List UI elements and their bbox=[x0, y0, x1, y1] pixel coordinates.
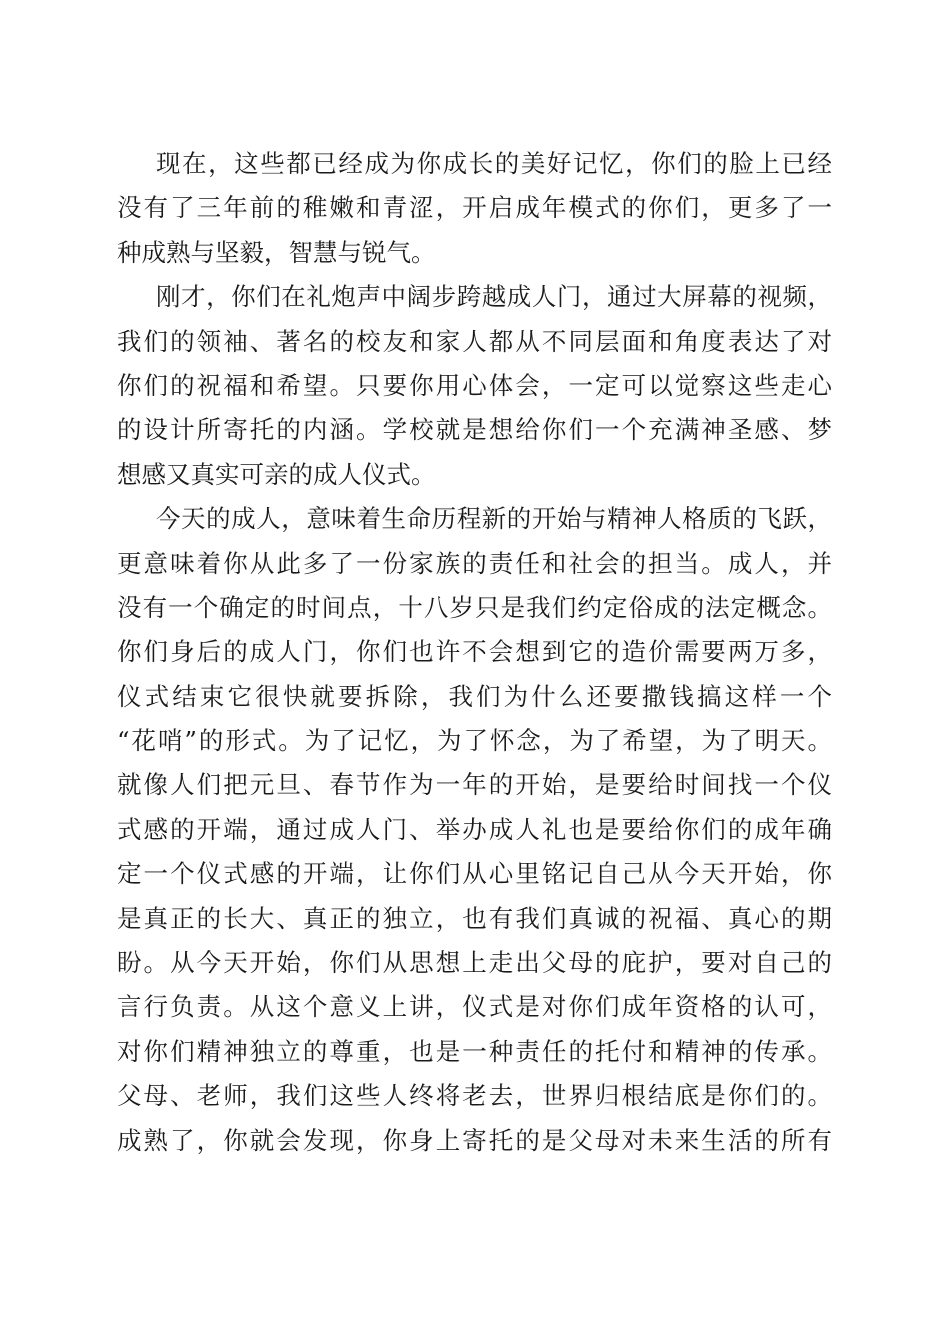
text-line: 更意味着你从此多了一份家族的责任和社会的担当。成人，并 bbox=[117, 548, 832, 578]
text-line: 仪式结束它很快就要拆除，我们为什么还要撒钱搞这样一个 bbox=[117, 681, 832, 711]
text-line: 种成熟与坚毅，智慧与锐气。 bbox=[117, 237, 436, 267]
text-line: 今天的成人，意味着生命历程新的开始与精神人格质的飞跃， bbox=[156, 504, 832, 534]
text-line: 父母、老师，我们这些人终将老去，世界归根结底是你们的。 bbox=[117, 1081, 832, 1111]
text-line: 对你们精神独立的尊重，也是一种责任的托付和精神的传承。 bbox=[117, 1036, 832, 1066]
text-line: 是真正的长大、真正的独立，也有我们真诚的祝福、真心的期 bbox=[117, 903, 832, 933]
text-line: 现在，这些都已经成为你成长的美好记忆，你们的脸上已经 bbox=[156, 149, 832, 178]
text-line: 式感的开端，通过成人门、举办成人礼也是要给你们的成年确 bbox=[117, 814, 832, 844]
body-text bbox=[117, 142, 832, 1163]
text-line: 没有一个确定的时间点，十八岁只是我们约定俗成的法定概念。 bbox=[117, 592, 832, 622]
text-line: 我们的领袖、著名的校友和家人都从不同层面和角度表达了对 bbox=[117, 326, 832, 356]
text-line: 的设计所寄托的内涵。学校就是想给你们一个充满神圣感、梦 bbox=[117, 415, 832, 445]
text-line: 刚才，你们在礼炮声中阔步跨越成人门，通过大屏幕的视频， bbox=[156, 282, 832, 312]
text-line: 你们的祝福和希望。只要你用心体会，一定可以觉察这些走心 bbox=[117, 370, 832, 400]
text-line: 就像人们把元旦、春节作为一年的开始，是要给时间找一个仪 bbox=[117, 770, 832, 800]
text-line: “花哨”的形式。为了记忆，为了怀念，为了希望，为了明天。 bbox=[117, 726, 832, 756]
paragraph-1 bbox=[117, 142, 832, 275]
text-line: 言行负责。从这个意义上讲，仪式是对你们成年资格的认可， bbox=[117, 992, 832, 1022]
text-line: 想感又真实可亲的成人仪式。 bbox=[117, 459, 436, 489]
text-line: 定一个仪式感的开端，让你们从心里铭记自己从今天开始，你 bbox=[117, 859, 832, 889]
paragraph-2 bbox=[117, 275, 832, 497]
paragraph-3 bbox=[117, 497, 832, 1163]
text-line: 盼。从今天开始，你们从思想上走出父母的庇护，要对自己的 bbox=[117, 948, 832, 978]
text-line: 你们身后的成人门，你们也许不会想到它的造价需要两万多， bbox=[117, 637, 832, 667]
text-line: 没有了三年前的稚嫩和青涩，开启成年模式的你们，更多了一 bbox=[117, 193, 832, 223]
text-line: 成熟了，你就会发现，你身上寄托的是父母对未来生活的所有 bbox=[117, 1125, 832, 1155]
